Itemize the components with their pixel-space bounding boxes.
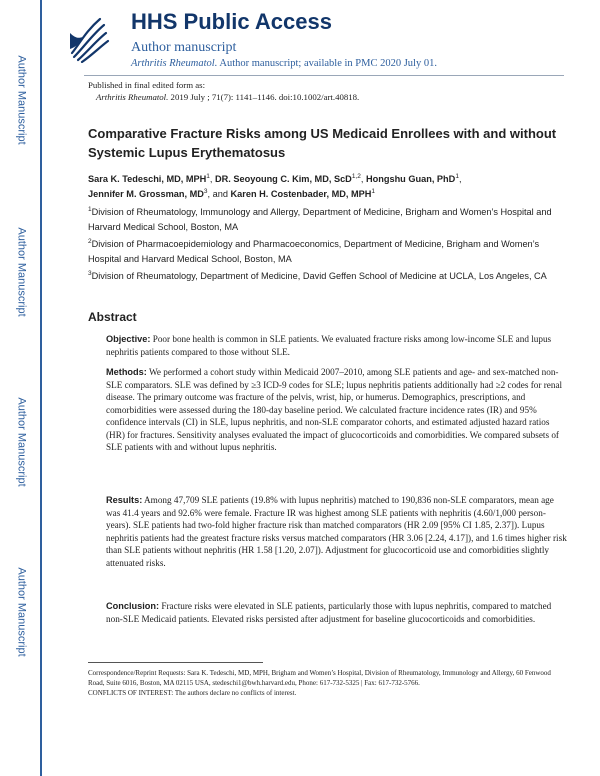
published-label: Published in final edited form as: (88, 80, 206, 90)
hhs-eagle-logo-icon (66, 13, 110, 63)
publication-info (88, 79, 359, 103)
journal-name: Arthritis Rheumatol. (131, 58, 218, 69)
abstract-objective: Objective: Poor bone health is common in SLE patients. We evaluated fracture risks among low-income SLE and lupus nephritis patients compared to those without SLE. (106, 334, 552, 357)
citation-journal: Arthritis Rheumatol. (96, 92, 169, 102)
side-label-author-manuscript: Author Manuscript (16, 397, 29, 487)
side-label-author-manuscript: Author Manuscript (16, 567, 29, 657)
affiliation: $^3$Division of Rheumatology, Department of Medicine, David Geffen School of Medicine at UCLA, Los Angeles, CA (88, 269, 547, 281)
author-affil-ref: 3 (203, 187, 208, 195)
author-name: Hongshu Guan, PhD (365, 174, 456, 184)
correspondence-note: Correspondence/Reprint Requests: Sara K. Tedeschi, MD, MPH, Brigham and Women’s Hospital, Division of Rheumatology, Immunology and Allergy, 60 Fenwood Road, Suite 6016, Boston, MA 02115 USA, stedeschi1@bwh.harvard.edu, Phone: 617-732-5325 | Fax: 617-732-5766. (88, 669, 551, 687)
citation (88, 91, 359, 103)
author-list: Sara K. Tedeschi, MD, MPH$^1$, DR. Seoyoung C. Kim, MD, ScD$^{1,2}$, Hongshu Guan, PhD$^1$, Jennifer M. Grossman, $MD^3$, and Karen H. Costenbader, MD, MPH$^1$ (88, 172, 462, 199)
header-divider (84, 75, 564, 76)
author-name: Jennifer M. Grossman, MD (88, 189, 204, 199)
author-name: Karen H. Costenbader, MD, MPH (230, 189, 372, 199)
availability: Author manuscript; available in PMC 2020 July 01. (217, 58, 437, 69)
footnote-divider (88, 662, 263, 663)
article-title: Comparative Fracture Risks among US Medicaid Enrollees with and without Systemic Lupus Erythematosus (88, 126, 557, 160)
journal-status-line (131, 58, 437, 69)
abstract-conclusion: Conclusion: Fracture risks were elevated in SLE patients, particularly those with lupus nephritis, compared to matched non-SLE Medicaid patients. Elevated risks persisted after adjustment for baseline glucocorticoids and comorbidities. (106, 601, 552, 624)
side-label-author-manuscript: Author Manuscript (16, 55, 29, 145)
side-label-author-manuscript: Author Manuscript (16, 227, 29, 317)
conflicts-note: CONFLICTS OF INTEREST: The authors declare no conflicts of interest. (88, 689, 297, 697)
author-affil-ref: 1,2 (351, 172, 361, 180)
citation-details: 2019 July ; 71(7): 1141–1146. doi:10.1002/art.40818. (168, 92, 360, 102)
affiliation: $^1$Division of Rheumatology, Immunology and Allergy, Department of Medicine, Brigham and Women’s Hospital and Harvard Medical School, Boston, MA (88, 205, 552, 232)
author-affil-ref: 1 (206, 172, 210, 180)
abstract-methods: Methods: We performed a cohort study within Medicaid 2007–2010, among SLE patients and age- and sex-matched non-SLE comparators. SLE was defined by ≥3 ICD-9 codes for SLE; lupus nephritis patients additionally had ≥2 codes for renal disease. The primary outcome was fracture of the pelvis, wrist, hip, or humerus. Demographics, prescriptions, and comorbidities were assessed during the 180-day baseline period. We calculated fracture incidence rates (IR) and 95% confidence intervals (CI) in SLE, lupus nephritis, and non-SLE comparator cohorts, and estimated adjusted hazard ratios (HR) for fractures. Sensitivity analyses evaluated the impact of glucocorticoids and comorbidities. We compared subsets of SLE patients with and without lupus nephritis. (106, 367, 563, 452)
margin-rule (40, 0, 42, 776)
footnotes (88, 668, 568, 698)
affiliation: $^2$Division of Pharmacoepidemiology and Pharmacoeconomics, Department of Medicine, Brigham and Women’s Hospital and Harvard Medical School, Boston, MA (88, 237, 540, 264)
author-name: Sara K. Tedeschi, MD, MPH (88, 174, 207, 184)
author-affil-ref: 1 (455, 172, 459, 180)
abstract-heading: Abstract (88, 310, 137, 324)
author-affil-ref: 1 (371, 187, 376, 195)
hhs-title: HHS Public Access (131, 9, 332, 34)
abstract-results: Results: Among 47,709 SLE patients (19.8% with lupus nephritis) matched to 190,836 non-SLE comparators, mean age was 41.4 years and 92.6% were female. Fracture IR was highest among SLE patients with nephritis (4.60/1,000 person-years). SLE patients had two-fold higher fracture risk than matched comparators (HR 2.09 [95% CI 1.85, 2.37]). Lupus nephritis patients had the greatest fracture risks versus matched comparators (HR 3.06 [2.24, 4.17]), and 1.6 times higher risk than SLE patients without nephritis (HR 1.58 [1.20, 2.07]). Adjustment for glucocorticoid use and comorbidities slightly attenuated risks. (106, 495, 567, 568)
author-name: DR. Seoyoung C. Kim, MD, ScD (215, 174, 352, 184)
manuscript-type: Author manuscript (131, 40, 237, 55)
